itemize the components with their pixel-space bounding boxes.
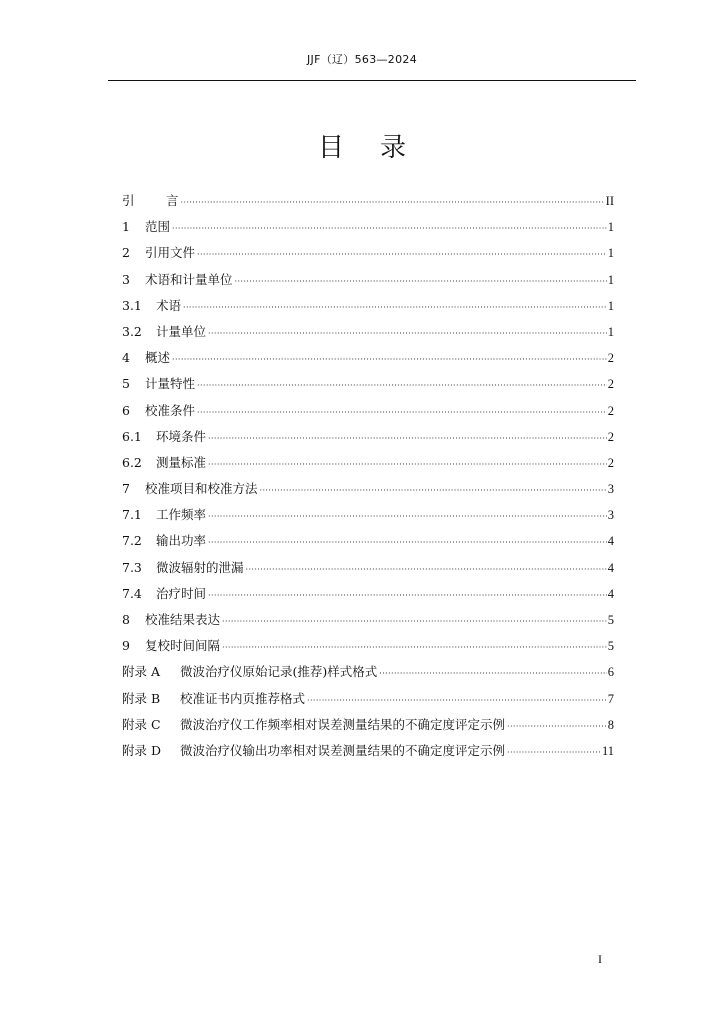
toc-entry-page: 5 xyxy=(607,613,614,627)
toc-leader-dots xyxy=(197,373,607,399)
toc-entry-7[interactable] xyxy=(122,476,614,502)
toc-entry-3-1[interactable] xyxy=(122,293,614,319)
toc-entry-text: 工作频率 xyxy=(156,507,207,523)
toc-entry-appendix-b[interactable] xyxy=(122,686,614,712)
toc-leader-dots xyxy=(260,478,607,504)
toc-entry-number: 8 xyxy=(122,612,130,627)
toc-entry-text: 校准项目和校准方法 xyxy=(145,481,258,497)
toc-entry-7-2[interactable] xyxy=(122,528,614,554)
toc-entry-text: 术语 xyxy=(156,297,182,313)
toc-entry-number: 7.3 xyxy=(122,559,142,575)
toc-entry-page: 5 xyxy=(607,639,614,654)
toc-entry-number: 4 xyxy=(122,350,130,366)
toc-leader-dots xyxy=(379,661,606,687)
toc-entry-5[interactable] xyxy=(122,371,614,397)
toc-entry-appendix-a[interactable] xyxy=(122,659,614,685)
toc-leader-dots xyxy=(208,426,607,452)
toc-entry-text: 概述 xyxy=(145,350,171,366)
toc-leader-dots xyxy=(507,714,607,740)
toc-entry-number: 7.4 xyxy=(122,585,142,601)
toc-entry-number: 6.2 xyxy=(122,454,142,470)
toc-leader-dots xyxy=(208,452,607,478)
toc-entry-page: II xyxy=(605,194,614,208)
toc-entry-text: 治疗时间 xyxy=(156,585,207,601)
toc-leader-dots xyxy=(208,583,607,609)
toc-leader-dots xyxy=(183,295,607,321)
toc-entry-6-1[interactable] xyxy=(122,424,614,450)
toc-entry-4[interactable] xyxy=(122,345,614,371)
toc-leader-dots xyxy=(507,740,601,766)
toc-leader-dots xyxy=(172,216,607,242)
toc-leader-dots xyxy=(208,530,607,556)
toc-entry-number: 6.1 xyxy=(122,428,142,444)
toc-entry-page: 1 xyxy=(607,324,614,339)
toc-entry-page: 11 xyxy=(601,743,614,758)
toc-entry-number: 3.1 xyxy=(122,297,142,313)
toc-entry-page: 1 xyxy=(607,220,614,235)
toc-leader-dots xyxy=(208,504,607,530)
toc-entry-appendix-d[interactable] xyxy=(122,738,614,764)
toc-entry-number: 5 xyxy=(122,376,130,392)
toc-entry-text: 环境条件 xyxy=(156,428,207,444)
toc-entry-text: 微波治疗仪输出功率相对误差测量结果的不确定度评定示例 xyxy=(180,742,506,758)
toc-entry-number: 3 xyxy=(122,271,130,287)
toc-entry-page: 2 xyxy=(607,455,614,470)
page-number: I xyxy=(598,952,602,966)
toc-entry-number: 9 xyxy=(122,638,130,654)
toc-entry-page: 6 xyxy=(607,665,614,680)
toc-entry-7-4[interactable] xyxy=(122,581,614,607)
toc-entry-page: 1 xyxy=(607,246,614,261)
toc-entry-number: 附录 A xyxy=(122,664,161,680)
toc-entry-text: 校准证书内页推荐格式 xyxy=(180,690,306,706)
toc-entry-number: 附录 B xyxy=(122,690,161,706)
toc-entry-3[interactable] xyxy=(122,267,614,293)
toc-entry-8[interactable] xyxy=(122,607,614,633)
toc-entry-page: 3 xyxy=(607,508,614,523)
toc-entry-6-2[interactable] xyxy=(122,450,614,476)
toc-entry-number: 2 xyxy=(122,245,130,261)
toc-entry-text: 测量标准 xyxy=(156,454,207,470)
toc-entry-number: 3.2 xyxy=(122,323,142,339)
toc-entry-7-3[interactable] xyxy=(122,555,614,581)
toc-leader-dots xyxy=(172,347,607,373)
toc-entry-text: 引用文件 xyxy=(145,245,196,261)
toc-leader-dots xyxy=(222,635,607,661)
toc-entry-text: 微波治疗仪原始记录(推荐)样式格式 xyxy=(180,664,378,680)
toc-entry-page: 4 xyxy=(607,586,614,601)
toc-entry-text: 言 xyxy=(166,193,179,208)
toc-entry-page: 7 xyxy=(607,691,614,706)
document-code-header: JJF（辽）563—2024 xyxy=(306,53,417,66)
toc-entry-3-2[interactable] xyxy=(122,319,614,345)
toc-entry-text: 校准结果表达 xyxy=(145,612,221,627)
toc-leader-dots xyxy=(197,242,607,268)
toc-entry-appendix-c[interactable] xyxy=(122,712,614,738)
toc-leader-dots xyxy=(235,269,607,295)
toc-entry-text: 术语和计量单位 xyxy=(145,271,233,287)
toc-entry-page: 8 xyxy=(607,717,614,732)
toc-leader-dots xyxy=(197,400,607,426)
toc-entry-page: 1 xyxy=(607,272,614,287)
toc-entry-number: 6 xyxy=(122,402,130,418)
toc-entry-number: 7 xyxy=(122,481,130,497)
toc-entry-text: 复校时间间隔 xyxy=(145,638,221,654)
toc-entry-2[interactable] xyxy=(122,240,614,266)
toc-leader-dots xyxy=(222,609,607,635)
header-divider xyxy=(108,80,636,81)
toc-entry-text: 计量特性 xyxy=(145,376,196,392)
toc-entry-number: 附录 C xyxy=(122,716,161,732)
toc-entry-number: 7.2 xyxy=(122,533,142,549)
toc-entry-text: 微波辐射的泄漏 xyxy=(156,559,244,575)
toc-entry-text: 范围 xyxy=(145,219,171,235)
toc-entry-page: 3 xyxy=(607,482,614,497)
toc-entry-text: 输出功率 xyxy=(156,533,207,549)
toc-entry-page: 2 xyxy=(607,377,614,392)
table-of-contents xyxy=(122,188,614,764)
toc-entry-7-1[interactable] xyxy=(122,502,614,528)
toc-entry-number: 7.1 xyxy=(122,507,142,523)
toc-entry-text: 计量单位 xyxy=(156,323,207,339)
toc-entry-text: 校准条件 xyxy=(145,402,196,418)
toc-title: 目录 xyxy=(317,133,442,163)
toc-entry-preface[interactable] xyxy=(122,188,614,214)
toc-entry-1[interactable] xyxy=(122,214,614,240)
toc-entry-number: 附录 D xyxy=(122,742,161,758)
toc-entry-page: 2 xyxy=(607,403,614,418)
toc-entry-page: 2 xyxy=(607,429,614,444)
toc-entry-9[interactable] xyxy=(122,633,614,659)
toc-entry-text: 微波治疗仪工作频率相对误差测量结果的不确定度评定示例 xyxy=(180,716,506,732)
toc-leader-dots xyxy=(246,557,607,583)
toc-entry-page: 4 xyxy=(607,560,614,575)
toc-entry-page: 4 xyxy=(607,534,614,549)
toc-entry-number: 1 xyxy=(122,219,130,235)
toc-entry-page: 1 xyxy=(607,298,614,313)
toc-entry-6[interactable] xyxy=(122,398,614,424)
toc-leader-dots xyxy=(181,190,605,216)
toc-leader-dots xyxy=(208,321,607,347)
toc-leader-dots xyxy=(307,688,607,714)
toc-entry-page: 2 xyxy=(607,351,614,366)
toc-entry-number: 引 xyxy=(122,193,135,208)
